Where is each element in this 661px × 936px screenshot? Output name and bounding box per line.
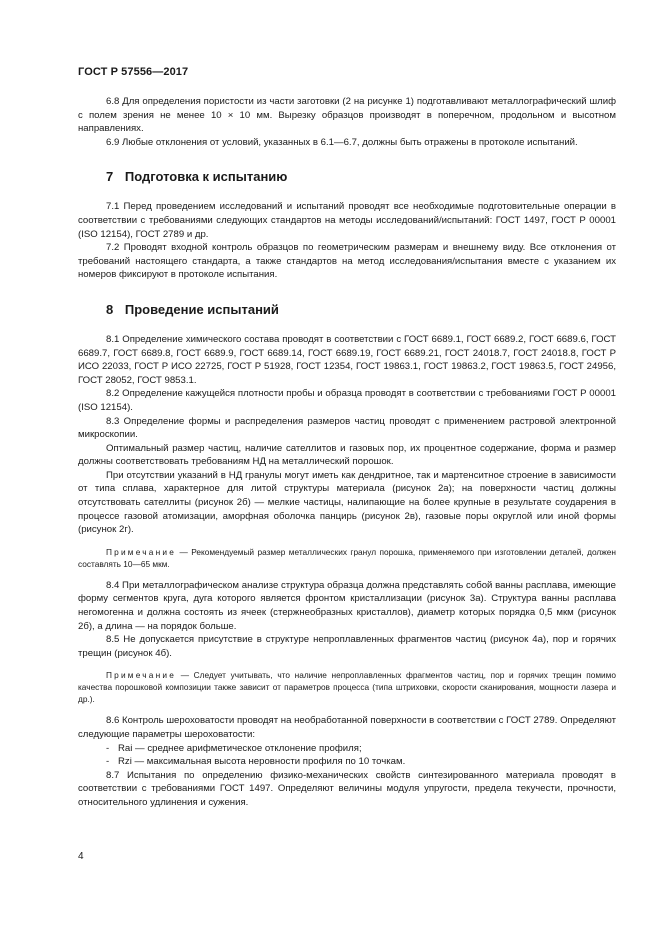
section-8-heading bbox=[106, 302, 616, 317]
note-2 bbox=[78, 669, 616, 705]
paragraph-8-7: 8.7 Испытания по определению физико-механических свойств синтезированного материала проводят в соответствии с требованиями ГОСТ 1497. Определяют величины модуля упругости, предела текучести, прочности, относительного удлинения и сужения. bbox=[78, 769, 616, 808]
list-item bbox=[78, 755, 616, 769]
paragraph-8-5: 8.5 Не допускается присутствие в структуре непроплавленных фрагментов частиц (рисунок 4а), пор и горячих трещин (рисунок 4б). bbox=[78, 634, 616, 659]
paragraph-8-6: 8.6 Контроль шероховатости проводят на необработанной поверхности в соответствии с ГОСТ 2789. Определяют следующие параметры шероховатости: bbox=[78, 715, 616, 740]
page-number: 4 bbox=[78, 851, 84, 862]
note-1-text: — Рекомендуемый размер металлических гранул порошка, применяемого при изготовлении деталей, должен составлять 10—65 мкм. bbox=[78, 546, 617, 569]
paragraph-7-1: 7.1 Перед проведением исследований и испытаний проводят все необходимые подготовительные операции в соответствии с требованиями следующих стандартов на методы исследований/испытаний: ГОСТ 1497, ГОСТ Р 00001 (ISO 12154), ГОСТ 2789 и др. bbox=[78, 201, 616, 240]
paragraph-6-8: 6.8 Для определения пористости из части заготовки (2 на рисунке 1) подготавливают металлографический шлиф с полем зрения не менее 10 × 10 мм. Вырезку образцов производят в поперечном, продольном и высотном направлениях. bbox=[78, 96, 616, 135]
paragraph-8-2: 8.2 Определение кажущейся плотности пробы и образца проводят в соответствии с требованиями ГОСТ Р 00001 (ISO 12154). bbox=[78, 388, 616, 413]
list-dash: - bbox=[106, 756, 110, 768]
paragraph-8-1: 8.1 Определение химического состава проводят в соответствии с ГОСТ 6689.1, ГОСТ 6689.2, ГОСТ 6689.6, ГОСТ 6689.7, ГОСТ 6689.8, ГОСТ 6689.9, ГОСТ 6689.14, ГОСТ 6689.19, ГОСТ 6689.21, ГОСТ 24018.7, ГОСТ 24018.8, ГОСТ Р ИСО 22033, ГОСТ Р ИСО 22725, ГОСТ Р 51928, ГОСТ 12354, ГОСТ 19863.1, ГОСТ 19863.2, ГОСТ 19863.5, ГОСТ 24956, ГОСТ 28052, ГОСТ 9853.1. bbox=[78, 333, 616, 386]
paragraph-8-3-optimal: Оптимальный размер частиц, наличие сателлитов и газовых пор, их процентное содержание, форма и размер должны соответствовать требованиям НД на металлический порошок. bbox=[78, 442, 616, 468]
list-item bbox=[78, 742, 616, 756]
paragraph-8-4: 8.4 При металлографическом анализе структура образца должна представлять собой ванны расплава, имеющие форму сегментов круга, дуга которого является фронтом кристаллизации (рисунок 3а). Структура ванны расплава негомогенна и должна состоять из ячеек (стержнеобразных кристаллов), диаметр которых порядка 0,5 мкм (рисунок 2б), а длина — на порядок больше. bbox=[78, 579, 616, 632]
standard-header: ГОСТ Р 57556—2017 bbox=[78, 66, 189, 78]
section-8-title: Проведение испытаний bbox=[124, 301, 279, 317]
note-2-text: — Следует учитывать, что наличие непроплавленных фрагментов частиц, пор и горячих трещин помимо качества порошковой композиции также зависит от параметров процесса (типа штриховки, скорости сканирования, мощности лазера и др.). bbox=[78, 670, 617, 705]
section-7-title: Подготовка к испытанию bbox=[124, 169, 288, 185]
paragraph-8-3-absence: При отсутствии указаний в НД гранулы могут иметь как дендритное, так и мартенситное строение в зависимости от типа сплава, характерное для литой структуры материала (рисунок 2а); на поверхности частиц должны отсутствовать сателлиты (рисунок 2б) — мелкие частицы, налипающие на более крупные в результате соударения в процессе газовой атомизации, аморфная оболочка панцирь (рисунок 2в), газовые поры округлой или иной формы (рисунок 2г). bbox=[78, 469, 616, 536]
paragraph-6-9: 6.9 Любые отклонения от условий, указанных в 6.1—6.7, должны быть отражены в протоколе испытаний. bbox=[106, 136, 578, 148]
document-body bbox=[78, 95, 616, 810]
note-label: Примечание bbox=[106, 670, 177, 681]
note-label: Примечание bbox=[106, 546, 177, 557]
list-dash: - bbox=[106, 742, 110, 754]
section-8-number: 8 bbox=[106, 301, 114, 317]
list-item-text: Rzi — максимальная высота неровности профиля по 10 точкам. bbox=[118, 756, 406, 768]
list-item-text: Rai — среднее арифметическое отклонение профиля; bbox=[118, 742, 362, 754]
paragraph-7-2: 7.2 Проводят входной контроль образцов по геометрическим размерам и внешнему виду. Все отклонения от требований настоящего стандарта, а также стандартов на метод исследования/испытания вместе с указанием их номеров фиксируют в протоколе испытания. bbox=[78, 242, 616, 281]
section-7-number: 7 bbox=[106, 169, 114, 185]
paragraph-8-3: 8.3 Определение формы и распределения размеров частиц проводят с применением растровой электронной микроскопии. bbox=[78, 415, 616, 441]
note-1 bbox=[78, 546, 616, 570]
section-7-heading bbox=[106, 169, 616, 184]
